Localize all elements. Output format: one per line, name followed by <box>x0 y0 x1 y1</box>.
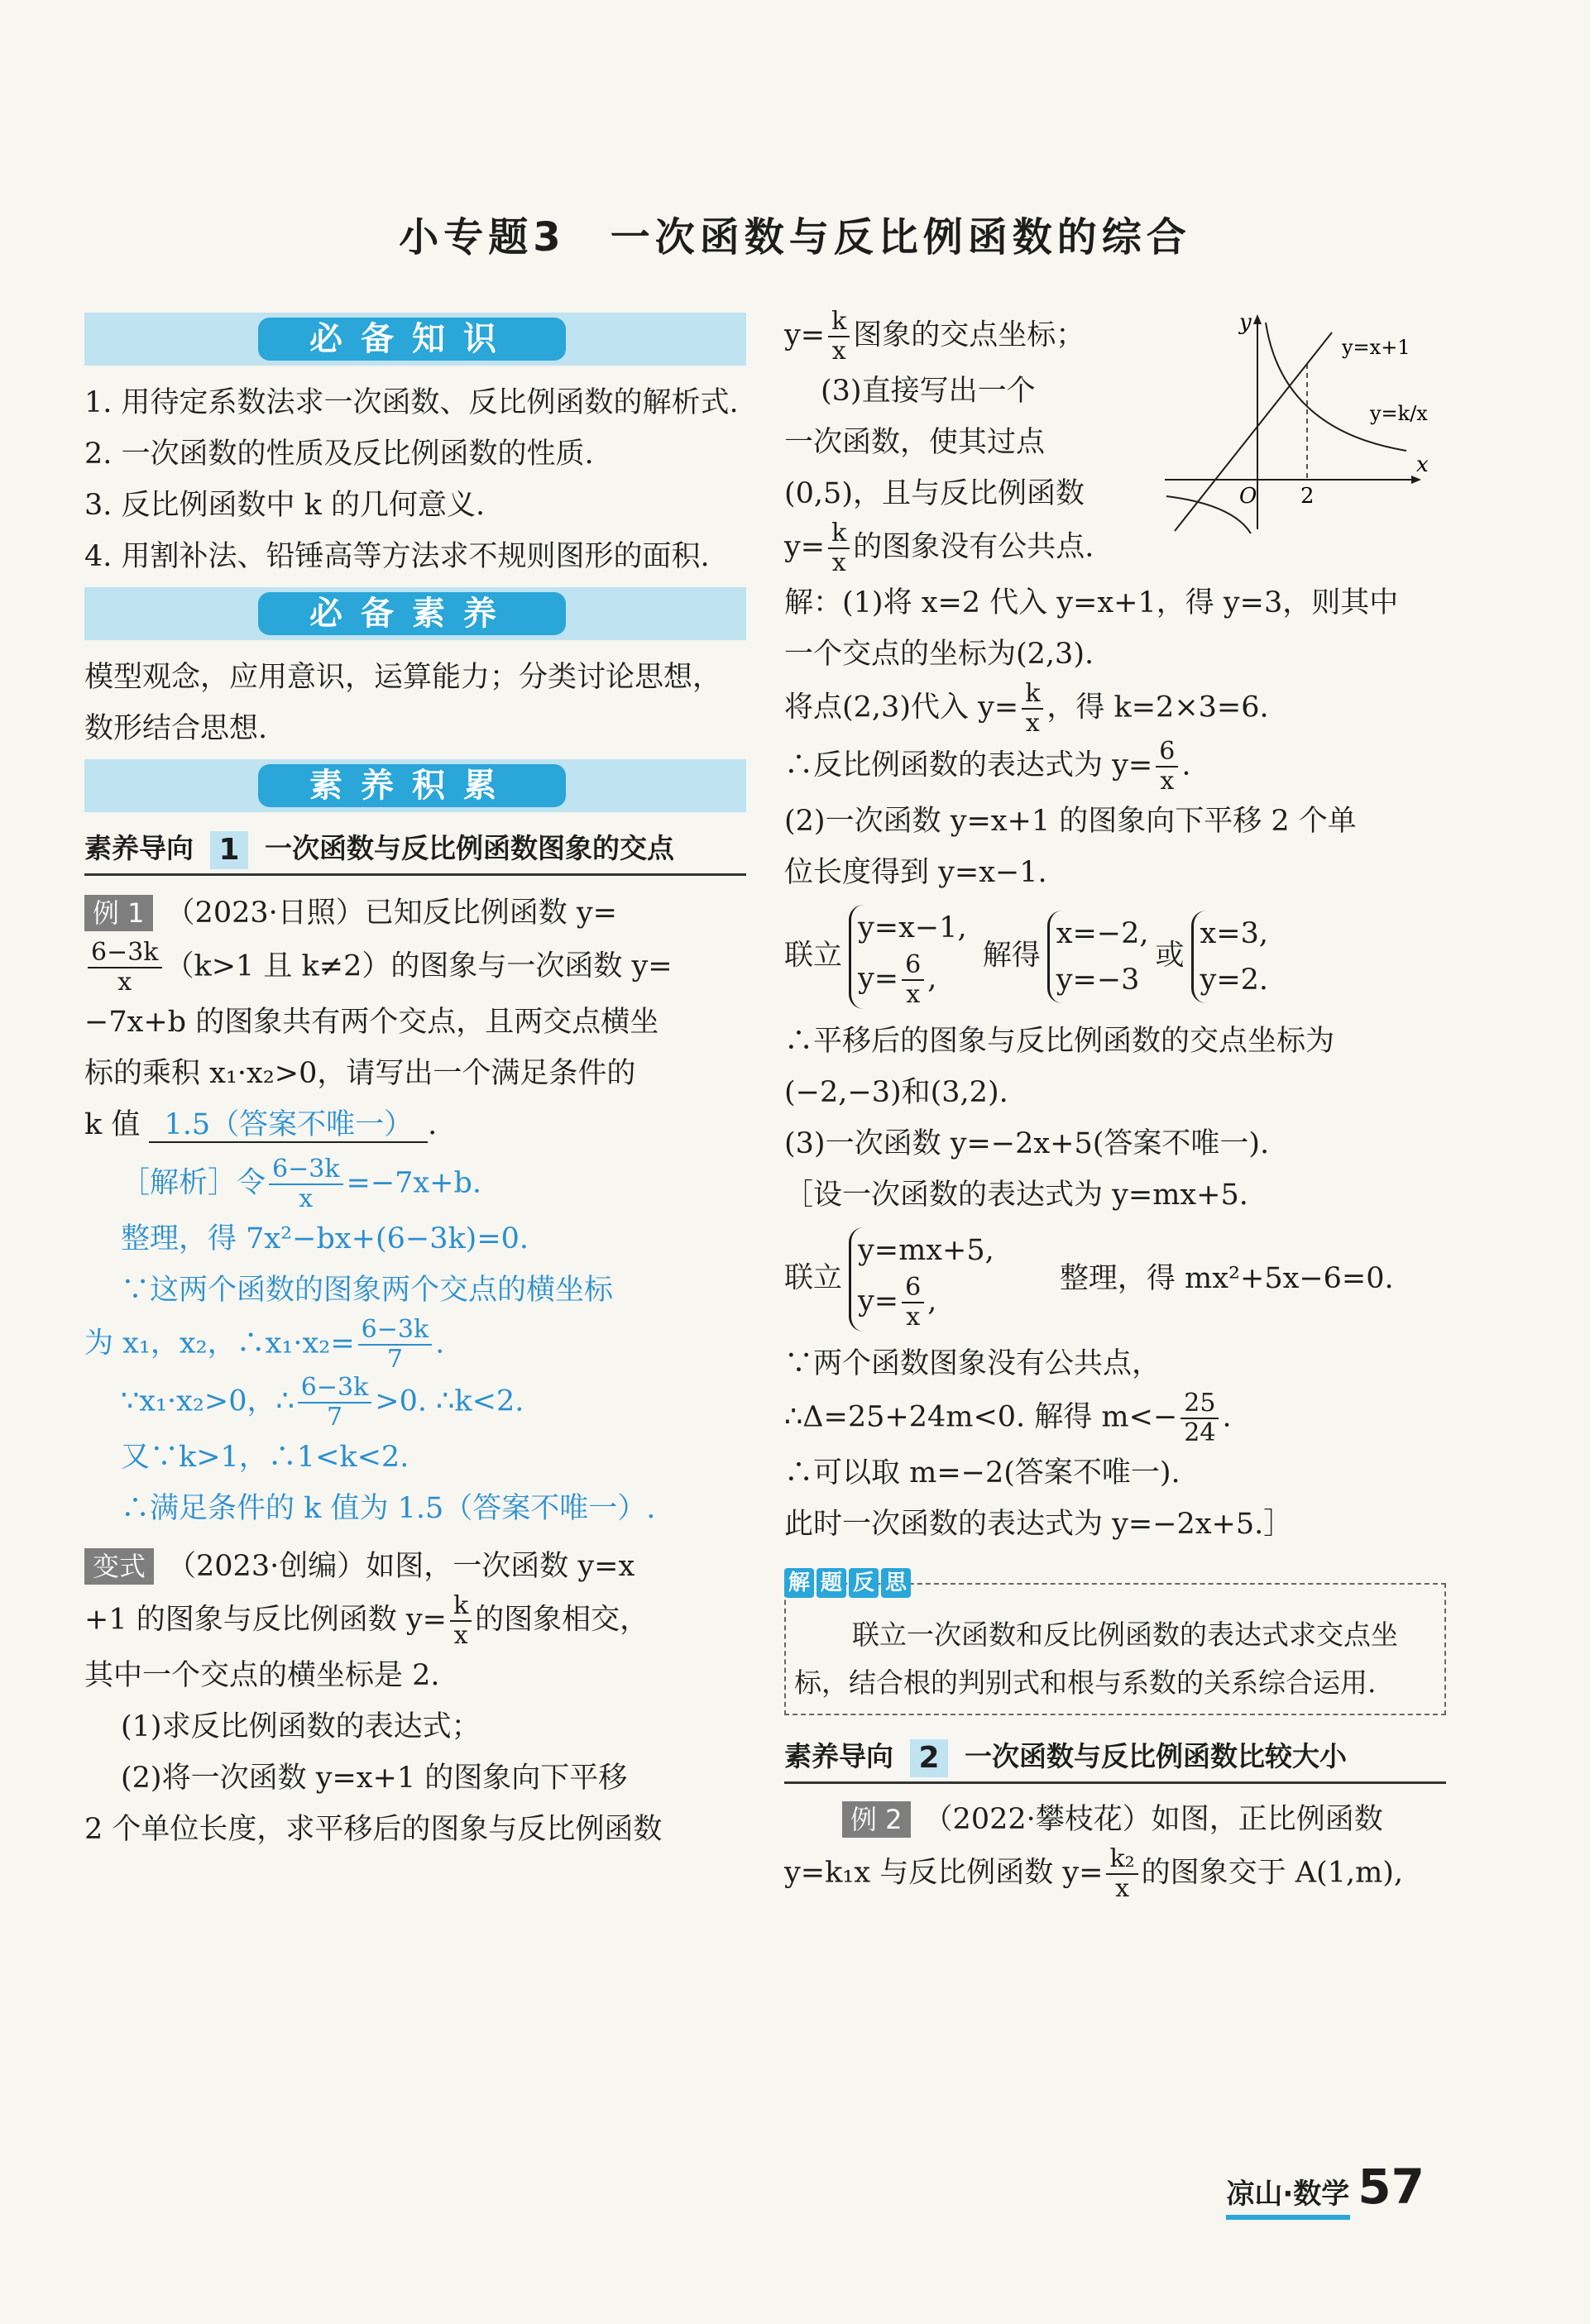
solution-line: 位长度得到 y=x−1. <box>784 856 1047 889</box>
solution-text: ∴Δ=25+24m<0. 解得 m<− <box>784 1400 1178 1434</box>
right-column <box>784 308 1446 1903</box>
x-label: x <box>1416 452 1429 477</box>
solution-line <box>784 680 1446 738</box>
solution-text: ［解析］令 <box>121 1166 266 1200</box>
reflection-char: 解 <box>784 1568 814 1598</box>
denominator: x <box>1025 709 1040 738</box>
answer-blank: 1.5（答案不唯一） <box>149 1108 428 1143</box>
solution-line: ∵两个函数图象没有公共点， <box>784 1347 1161 1380</box>
example-1 <box>84 887 746 939</box>
guide-label: 素养导向 <box>84 832 194 864</box>
denominator: x <box>906 1303 921 1332</box>
reflection-char: 思 <box>881 1568 911 1598</box>
numerator: 6 <box>1156 738 1178 767</box>
numerator: 6−3k <box>298 1374 372 1403</box>
fraction <box>902 1274 924 1332</box>
equation: x=−2, <box>1056 917 1149 950</box>
denominator: 7 <box>386 1345 403 1374</box>
example-text: （k>1 且 k≠2）的图象与一次函数 y= <box>165 949 673 983</box>
guide-number: 2 <box>910 1739 948 1777</box>
numerator: k₂ <box>1106 1845 1137 1875</box>
example-tag: 例 2 <box>842 1801 911 1838</box>
variant-question: (3)直接写出一个 <box>821 375 1036 408</box>
example-text: （2023·日照）已知反比例函数 y= <box>165 897 617 930</box>
example-text: （2022·攀枝花）如图，正比例函数 <box>923 1803 1383 1836</box>
denominator: x <box>906 980 921 1009</box>
solution-line: ∴满足条件的 k 值为 1.5（答案不唯一）. <box>121 1492 656 1525</box>
footer-bar <box>1226 2215 1350 2220</box>
reflection-text: 联立一次函数和反比例函数的表达式求交点坐标，结合根的判别式和根与系数的关系综合运用. <box>794 1619 1398 1699</box>
curve-label: y=k/x <box>1370 402 1428 425</box>
equation: y=x−1, <box>858 911 967 944</box>
solution-line: 整理，得 7x²−bx+(6−3k)=0. <box>121 1222 529 1255</box>
denominator: x <box>831 337 846 366</box>
guide-title: 一次函数与反比例函数图象的交点 <box>265 832 674 864</box>
variant-question: y= $\frac{k}{x}$ 的图象没有公共点. <box>784 519 1094 577</box>
variant-text: +1 的图象与反比例函数 y= <box>84 1603 447 1637</box>
solution-text: ∴反比例函数的表达式为 y= <box>784 748 1153 782</box>
footer-text: 凉山·数学 <box>1226 2178 1350 2211</box>
solution-line: (2)一次函数 y=x+1 的图象向下平移 2 个单 <box>784 805 1357 838</box>
system-of-equations-2 <box>784 1227 1446 1332</box>
guide-heading-2 <box>784 1732 1446 1784</box>
reflection-label <box>784 1568 913 1598</box>
numerator: k <box>828 519 850 549</box>
variant-question: (1)求反比例函数的表达式； <box>121 1710 481 1743</box>
example-2 <box>784 1794 1446 1845</box>
example-1-solution <box>84 1155 746 1534</box>
knowledge-item: 4. 用割补法、铅锤高等方法求不规则图形的面积. <box>84 540 710 573</box>
knowledge-item: 1. 用待定系数法求一次函数、反比例函数的解析式. <box>84 386 739 419</box>
solution-text: >0. ∴k<2. <box>375 1384 524 1418</box>
example-text: y=k₁x 与反比例函数 y= <box>784 1856 1104 1890</box>
fraction <box>828 308 850 366</box>
solution-line: 一个交点的坐标为(2,3). <box>784 638 1094 671</box>
numerator: 6−3k <box>88 939 162 968</box>
section-title: 必备素养 <box>258 592 566 635</box>
page-number: 57 <box>1358 2159 1425 2215</box>
fraction <box>1181 1389 1219 1447</box>
fraction <box>828 519 850 577</box>
equation: x=3, <box>1200 917 1269 950</box>
knowledge-item: 3. 反比例函数中 k 的几何意义. <box>84 489 486 522</box>
solution-line: (3)一次函数 y=−2x+5(答案不唯一). <box>784 1127 1270 1160</box>
solution-line: ［设一次函数的表达式为 y=mx+5. <box>784 1179 1248 1212</box>
section-band-knowledge <box>84 313 746 366</box>
system-brace <box>1191 911 1269 1003</box>
system-brace <box>1047 911 1149 1003</box>
guide-title: 一次函数与反比例函数比较大小 <box>965 1740 1347 1772</box>
fraction <box>298 1374 372 1432</box>
system-brace <box>849 1227 994 1332</box>
variant-tag: 变式 <box>84 1548 154 1585</box>
variant-text: 的图象没有公共点. <box>853 530 1094 564</box>
example-tag: 例 1 <box>84 895 153 931</box>
reflection-char: 题 <box>817 1568 846 1598</box>
variant <box>84 1541 746 1592</box>
variant-question: (2)将一次函数 y=x+1 的图象向下平移 <box>121 1762 628 1795</box>
numerator: 6 <box>902 1274 924 1303</box>
variant-line: 其中一个交点的横坐标是 2. <box>84 1659 440 1692</box>
page-title: 小专题3 一次函数与反比例函数的综合 <box>399 214 1191 261</box>
numerator: 6 <box>902 951 924 981</box>
variant-question: 2 个单位长度，求平移后的图象与反比例函数 <box>84 1813 663 1846</box>
equation-text: y= <box>858 1284 899 1318</box>
solution-line: 为 x₁，x₂，∴x₁·x₂= $\frac{6-3k}{7}$ . <box>84 1315 445 1374</box>
solution-line: (−2,−3)和(3,2). <box>784 1076 1008 1109</box>
guide-label: 素养导向 <box>784 1740 893 1772</box>
reflection-char: 反 <box>849 1568 879 1598</box>
variant-text: 的图象相交， <box>475 1603 649 1637</box>
solution-text: 为 x₁，x₂，∴x₁·x₂= <box>84 1327 355 1360</box>
solution-text: . <box>1181 748 1191 782</box>
numerator: k <box>828 308 850 337</box>
fraction <box>1106 1845 1137 1903</box>
denominator: x <box>1115 1874 1129 1903</box>
solution-line <box>121 1374 746 1432</box>
solution-line: ∴Δ=25+24m<0. 解得 m<− $\frac{25}{24}$ . <box>784 1389 1232 1447</box>
variant-text: 图象的交点坐标； <box>853 318 1085 352</box>
equation: y=−3 <box>1056 964 1140 997</box>
variant-line <box>84 1592 746 1650</box>
solution-text: ，得 k=2×3=6. <box>1046 691 1269 724</box>
numerator: k <box>450 1592 472 1622</box>
solution-line: ∵这两个函数的图象两个交点的横坐标 <box>121 1274 614 1307</box>
variant-question: (0,5)，且与反比例函数 <box>784 477 1085 510</box>
solution-line: 又∵k>1，∴1<k<2. <box>121 1441 409 1474</box>
denominator: x <box>453 1621 468 1650</box>
fraction <box>269 1155 343 1213</box>
denominator: x <box>1160 767 1175 796</box>
fraction <box>358 1316 433 1374</box>
denominator: 24 <box>1184 1418 1216 1447</box>
example-1-line <box>84 939 746 997</box>
numerator: 25 <box>1181 1389 1219 1419</box>
system-label: 联立 <box>784 1261 843 1295</box>
equation: y=2. <box>1200 964 1269 997</box>
left-column <box>84 308 746 1855</box>
variant-question: 一次函数，使其过点 <box>784 426 1046 459</box>
fraction <box>450 1592 472 1650</box>
solution-text: =−7x+b. <box>346 1166 482 1200</box>
fraction <box>902 951 924 1009</box>
solution-text: 将点(2,3)代入 y= <box>784 691 1019 724</box>
equation: y= $\frac{6}{x}$ , <box>858 1273 937 1332</box>
denominator: 7 <box>327 1403 343 1432</box>
solution-line <box>121 1155 746 1213</box>
solution-text: ∵x₁·x₂>0，∴ <box>121 1384 295 1418</box>
guide-heading-1 <box>84 824 746 876</box>
example-text: 的图象交于 A(1,m), <box>1141 1856 1404 1890</box>
numerator: 6−3k <box>269 1155 343 1185</box>
example-2-line <box>784 1845 1446 1903</box>
denominator: x <box>299 1184 314 1213</box>
origin-label: O <box>1239 484 1257 509</box>
numerator: k <box>1022 680 1043 710</box>
example-1-line: 标的乘积 x₁·x₂>0，请写出一个满足条件的 <box>84 1057 636 1090</box>
literacy-text: 模型观念，应用意识，运算能力；分类讨论思想，数形结合思想. <box>84 661 722 745</box>
variant-continue: y= $\frac{k}{x}$ 图象的交点坐标； <box>784 307 1085 366</box>
solution-line: ∴可以取 m=−2(答案不唯一). <box>784 1456 1181 1490</box>
variant-text: （2023·创编）如图，一次函数 y=x <box>167 1550 635 1583</box>
section-band-accumulate <box>84 759 746 812</box>
system-of-equations-1 <box>784 905 1446 1009</box>
fraction <box>1022 680 1043 738</box>
fraction <box>1156 738 1178 796</box>
example-1-line: k 值 1.5（答案不唯一） . <box>84 1108 438 1141</box>
solution-line: 解：(1)将 x=2 代入 y=x+1，得 y=3，则其中 <box>784 586 1399 619</box>
page-footer <box>1226 2159 1425 2215</box>
knowledge-item: 2. 一次函数的性质及反比例函数的性质. <box>84 438 594 471</box>
system-label: 解得 <box>982 939 1041 973</box>
section-band-literacy <box>84 587 746 640</box>
fraction <box>88 939 162 997</box>
solution-line: ∴平移后的图象与反比例函数的交点坐标为 <box>784 1025 1335 1058</box>
section-title: 必备知识 <box>258 318 566 361</box>
system-label: 或 <box>1155 939 1185 973</box>
equation: y= $\frac{6}{x}$ , <box>858 950 937 1009</box>
guide-number: 1 <box>210 831 248 869</box>
example-text: k 值 <box>84 1108 141 1141</box>
line-label: y=x+1 <box>1342 336 1410 359</box>
y-label: y <box>1239 310 1252 335</box>
equation: y=mx+5, <box>858 1234 994 1267</box>
reflection-box <box>784 1571 1446 1715</box>
solution-line: 此时一次函数的表达式为 y=−2x+5.］ <box>784 1508 1293 1541</box>
equation-text: 整理，得 mx²+5x−6=0. <box>1059 1261 1394 1295</box>
example-1-line: −7x+b 的图象共有两个交点，且两交点横坐 <box>84 1006 659 1039</box>
section-title: 素养积累 <box>258 764 566 807</box>
denominator: x <box>117 968 132 997</box>
tick-2-label: 2 <box>1300 484 1315 509</box>
system-brace <box>849 905 967 1009</box>
denominator: x <box>831 548 846 577</box>
system-label: 联立 <box>784 939 843 973</box>
numerator: 6−3k <box>358 1316 433 1346</box>
equation-text: y= <box>858 962 899 996</box>
solution-line <box>784 738 1446 796</box>
